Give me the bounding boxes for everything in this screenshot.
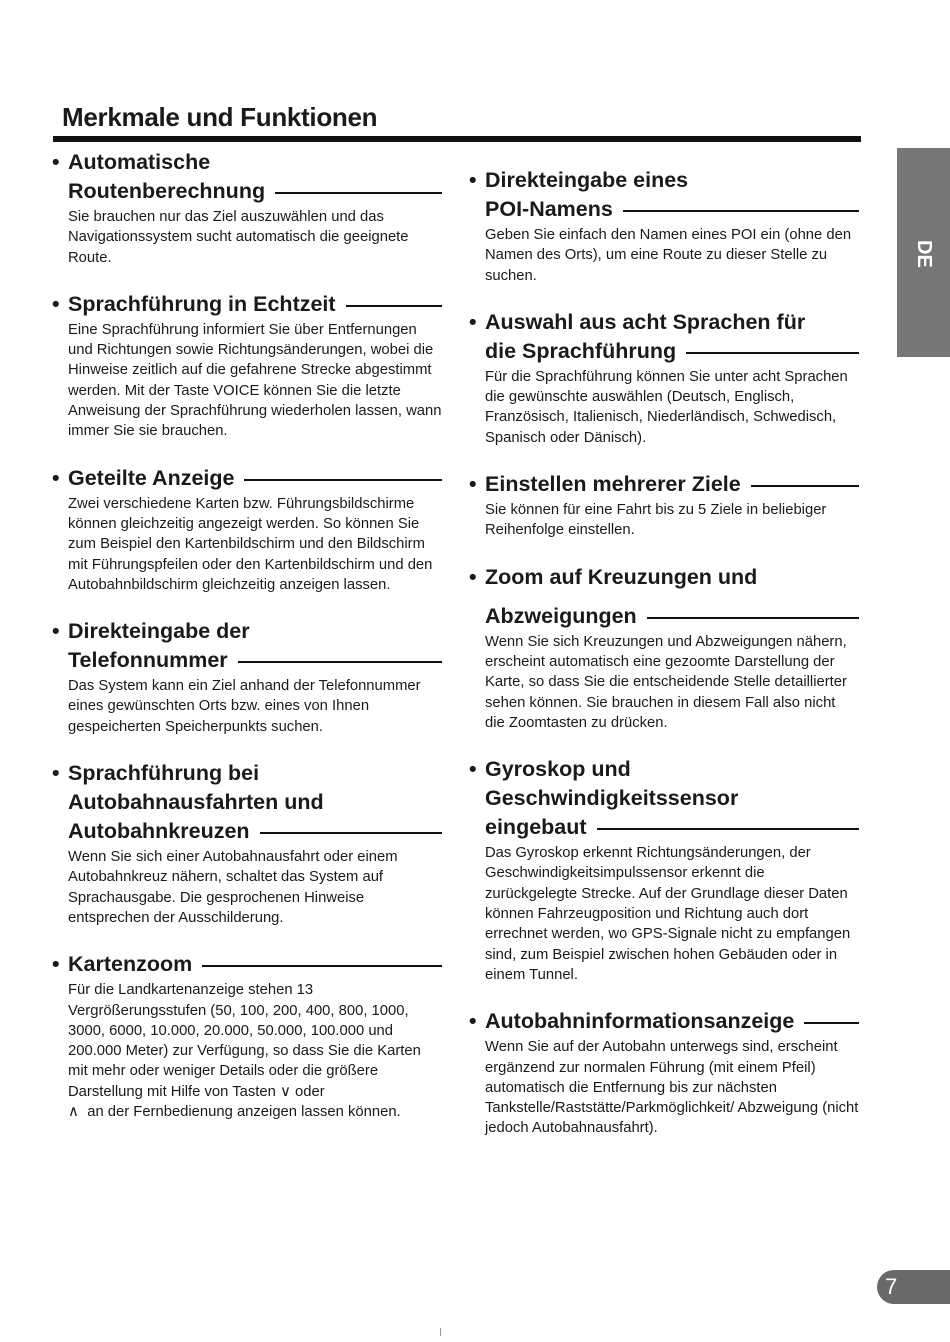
feature-description: Das Gyroskop erkennt Richtungsänderungen, der Geschwindigkeitsimpulssensor erkennt die zurückgelegte Strecke. Auf der Grundlage dieser Daten können Fahrzeugposition und Richtung auch dort errechnet werden, wo GPS-Signale nicht zu empfangen sind, zum Beispiel zwischen hohen Gebäuden oder in einem Tunnel. — [485, 845, 851, 983]
arrow-up-icon: ∧ — [68, 1103, 79, 1121]
feature-heading: • Automatische — [52, 148, 442, 177]
page-title: Merkmale und Funktionen — [62, 102, 378, 132]
heading-rule — [275, 192, 442, 194]
bullet-icon: • — [469, 564, 477, 589]
feature-description: Wenn Sie auf der Autobahn unterwegs sind, erscheint ergänzend zur normalen Führung (mit einem Pfeil) automatisch die Entfernung bis zur nächsten Tankstelle/Raststätte/Parkmöglichkeit/ Abzweigung (nicht jedoch Autobahnausfahrt). — [485, 1039, 859, 1137]
bullet-icon: • — [52, 761, 60, 786]
feature-heading: • Gyroskop und — [469, 755, 859, 784]
feature-heading: • Auswahl aus acht Sprachen für — [469, 308, 859, 337]
feature-description: Wenn Sie sich Kreuzungen und Abzweigungen nähern, erscheint automatisch eine gezoomte Darstellung der Karte, so dass Sie die entscheidende Stelle detaillierter sehen können. Sie brauchen in diesem Fall also nicht die Zoomtasten zu drücken. — [485, 633, 847, 731]
title-rule — [53, 136, 861, 142]
feature-section — [52, 950, 442, 1122]
feature-heading: • Zoom auf Kreuzungen und — [469, 563, 859, 592]
bullet-icon: • — [52, 150, 60, 174]
feature-description: Für die Sprachführung können Sie unter acht Sprachen die gewünschte auswählen (Deutsch, Englisch, Französisch, Italienisch, Niederländisch, Schwedisch, Spanisch oder Dänisch). — [485, 368, 848, 446]
crop-mark — [440, 1328, 441, 1336]
feature-section — [52, 617, 442, 737]
heading-rule — [597, 828, 859, 830]
feature-description: Zwei verschiedene Karten bzw. Führungsbildschirme können gleichzeitig angezeigt werden. So können Sie zum Beispiel den Kartenbildschirm und den Bildschirm mit Führungspfeilen oder den Kartenbildschirm und den Autobahnbildschirm gleichzeitig anzeigen lassen. — [68, 495, 433, 593]
bullet-icon: • — [52, 291, 60, 316]
feature-heading: Geschwindigkeitssensor — [485, 786, 739, 811]
feature-description: Sie können für eine Fahrt bis zu 5 Ziele in beliebiger Reihenfolge einstellen. — [485, 502, 827, 539]
bullet-icon: • — [52, 952, 60, 977]
feature-heading: • Geteilte Anzeige — [52, 464, 442, 493]
bullet-icon: • — [469, 1009, 477, 1034]
feature-heading: • Direkteingabe der — [52, 617, 442, 646]
heading-rule — [686, 352, 859, 354]
feature-heading: Telefonnummer — [52, 646, 442, 675]
page-number: 7 — [885, 1274, 898, 1299]
heading-rule — [751, 485, 859, 487]
feature-description: Eine Sprachführung informiert Sie über Entfernungen und Richtungen sowie Richtungsänderungen, wobei die Hinweise zeitlich auf die gefahrene Strecke abgestimmt werden. Mit der Taste VOICE können Sie die letzte Anweisung der Sprachführung wiederholen lassen, wann immer Sie sie brauchen. — [68, 321, 442, 440]
feature-section — [469, 470, 859, 541]
feature-section — [52, 759, 442, 928]
feature-section — [52, 290, 442, 442]
feature-heading: Routenberechnung — [52, 177, 442, 206]
feature-heading: • Direkteingabe eines — [469, 166, 859, 195]
feature-section — [52, 464, 442, 595]
language-tab-label: DE — [913, 240, 935, 268]
feature-description: Sie brauchen nur das Ziel auszuwählen und das Navigationssystem sucht automatisch die geeignete Route. — [68, 209, 409, 266]
feature-description: Wenn Sie sich einer Autobahnausfahrt oder einem Autobahnkreuz nähern, schaltet das System auf Sprachausgabe. Die gesprochenen Hinweise entsprechen der Ausschilderung. — [68, 849, 398, 926]
feature-heading: • Einstellen mehrerer Ziele — [469, 470, 859, 499]
language-tab — [897, 148, 950, 357]
feature-heading: • Sprachführung in Echtzeit — [52, 290, 442, 319]
feature-section — [469, 1007, 859, 1138]
bullet-icon: • — [52, 619, 60, 644]
feature-description: Geben Sie einfach den Namen eines POI ein (ohne den Namen des Orts), um eine Route zu dieser Stelle zu suchen. — [485, 227, 852, 284]
heading-rule — [260, 832, 442, 834]
feature-section — [469, 755, 859, 985]
feature-section — [469, 563, 859, 733]
right-column — [469, 166, 859, 1161]
feature-section — [469, 308, 859, 448]
feature-heading: Autobahnausfahrten und — [68, 790, 324, 815]
left-column — [52, 148, 442, 1144]
bullet-icon: • — [469, 168, 477, 192]
bullet-icon: • — [469, 472, 477, 497]
arrow-down-icon: ∨ — [279, 1082, 291, 1100]
feature-heading: eingebaut — [469, 813, 859, 842]
feature-heading: • Autobahninformationsanzeige — [469, 1007, 859, 1036]
page-number-badge — [877, 1270, 950, 1304]
heading-rule — [346, 305, 442, 307]
feature-section — [469, 166, 859, 286]
feature-heading: POI-Namens — [469, 195, 859, 224]
heading-rule — [238, 661, 442, 663]
feature-heading: • Kartenzoom — [52, 950, 442, 979]
heading-rule — [623, 210, 859, 212]
heading-rule — [804, 1022, 859, 1024]
heading-rule — [244, 479, 442, 481]
feature-heading: die Sprachführung — [469, 337, 859, 366]
bullet-icon: • — [469, 309, 477, 334]
bullet-icon: • — [469, 757, 477, 782]
heading-rule — [647, 617, 859, 619]
feature-heading: Abzweigungen — [469, 602, 859, 631]
heading-rule — [202, 965, 442, 967]
feature-section — [52, 148, 442, 268]
feature-description: Für die Landkartenanzeige stehen 13 Vergrößerungsstufen (50, 100, 200, 400, 800, 1000, 3000, 6000, 10.000, 20.000, 50.000, 100.000 und 200.000 Meter) zur Verfügung, so dass Sie die Karten mit mehr oder weniger Details oder die größere Darstellung mit Hilfe von Tasten ∨ oder ∧ an der Fernbedienung anzeigen lassen können. — [52, 980, 442, 1122]
feature-description: Das System kann ein Ziel anhand der Telefonnummer eines gewünschten Orts bzw. eines von Ihnen gespeicherten Speicherpunkts suchen. — [68, 678, 421, 735]
feature-heading: • Sprachführung bei — [52, 759, 442, 788]
bullet-icon: • — [52, 465, 60, 490]
feature-heading: Autobahnkreuzen — [52, 817, 442, 846]
